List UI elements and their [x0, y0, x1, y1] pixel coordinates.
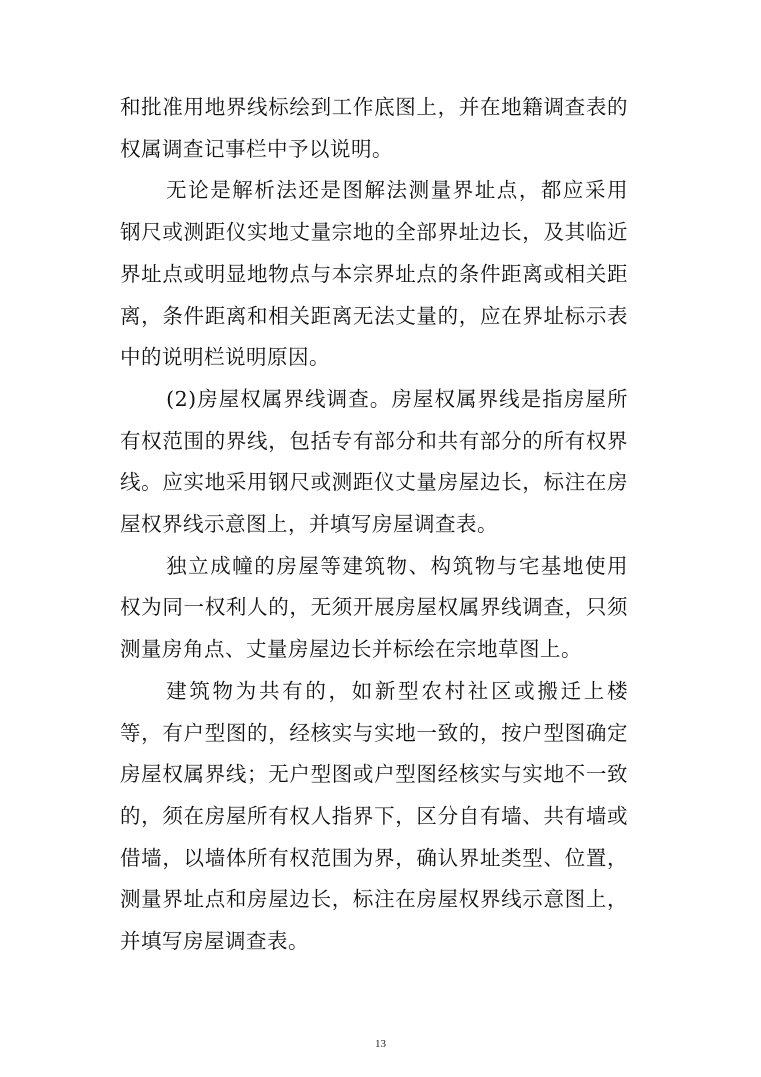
paragraph-shared-buildings: 建筑物为共有的，如新型农村社区或搬迁上楼等，有户型图的，经核实与实地一致的，按户型图确定房屋权属界线；无户型图或户型图经核实与实地不一致的，须在房屋所有权人指界下，区分自有墙、共有墙或借墙，以墙体所有权范围为界，确认界址类型、位置，测量界址点和房屋边长，标注在房屋权界线示意图上，并填写房屋调查表。	[120, 678, 628, 954]
paragraph-continuation: 和批准用地界线标绘到工作底图上，并在地籍调查表的权属调查记事栏中予以说明。	[120, 95, 628, 161]
paragraph-independent-buildings: 独立成幢的房屋等建筑物、构筑物与宅基地使用权为同一权利人的，无须开展房屋权属界线调查，只须测量房角点、丈量房屋边长并标绘在宗地草图上。	[120, 553, 628, 662]
paragraph-house-boundary-survey: (2)房屋权属界线调查。房屋权属界线是指房屋所有权范围的界线，包括专有部分和共有部分的所有权界线。应实地采用钢尺或测距仪丈量房屋边长，标注在房屋权界线示意图上，并填写房屋调查表。	[120, 386, 628, 537]
paragraph-measurement-methods: 无论是解析法还是图解法测量界址点，都应采用钢尺或测距仪实地丈量宗地的全部界址边长，及其临近界址点或明显地物点与本宗界址点的条件距离或相关距离，条件距离和相关距离无法丈量的，应在界址标示表中的说明栏说明原因。	[120, 178, 628, 370]
body-text	[120, 87, 628, 963]
page-number: 13	[375, 1038, 386, 1050]
